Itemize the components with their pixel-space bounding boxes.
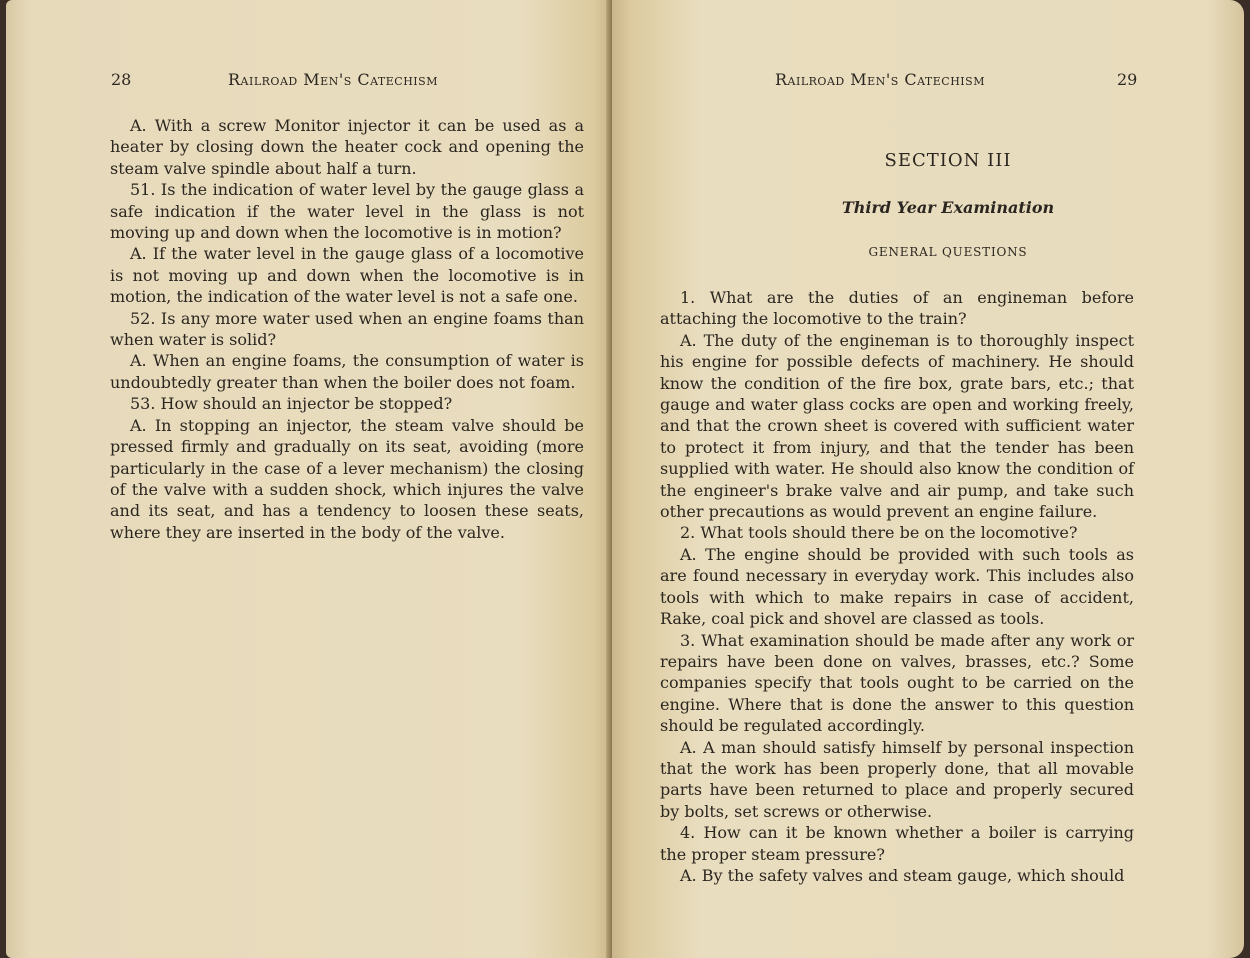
section-heading: GENERAL QUESTIONS (868, 245, 1028, 259)
paragraph: A. If the water level in the gauge glass of a locomotive is not moving up and down when the locomotive is in motion, the indication of the water level is not a safe one. (110, 244, 584, 307)
running-head-right: Railroad Men's Catechism (775, 70, 985, 89)
paragraph: 4. How can it be known whether a boiler is carrying the proper steam pressure? (660, 823, 1134, 864)
left-page-body (110, 115, 584, 543)
paragraph: A. A man should satisfy himself by personal inspection that the work has been properly done, that all movable parts have been returned to place and properly secured by bolts, set screws or otherwise. (660, 737, 1134, 821)
running-head-left: Railroad Men's Catechism (228, 70, 438, 89)
page-number-left: 28 (111, 70, 132, 89)
paragraph: 3. What examination should be made after any work or repairs have been done on valves, brasses, etc.? Some companies specify that tools ought to be carried on the engine. Where that is done the answer to this question should be regulated accordingly. (660, 630, 1134, 736)
paragraph: 52. Is any more water used when an engine foams than when water is solid? (110, 308, 584, 350)
paragraph: 53. How should an injector be stopped? (130, 394, 453, 414)
section-title: SECTION III (884, 150, 1012, 171)
paragraph: A. With a screw Monitor injector it can be used as a heater by closing down the heater cock and opening the steam valve spindle about half a turn. (110, 116, 584, 178)
paragraph: 51. Is the indication of water level by the gauge glass a safe indication if the water level in the glass is not moving up and down when the locomotive is in motion? (110, 180, 584, 243)
paragraph: A. When an engine foams, the consumption of water is undoubtedly greater than when the boiler does not foam. (110, 351, 584, 392)
paragraph: 2. What tools should there be on the locomotive? (680, 523, 1078, 543)
section-subtitle: Third Year Examination (841, 198, 1055, 217)
right-page (612, 0, 1244, 958)
paragraph: A. In stopping an injector, the steam valve should be pressed firmly and gradually on its seat, avoiding (more particularly in the case of a lever mechanism) the closing of the valve with a sudden shock, which injures the valve and its seat, and has a tendency to loosen these seats, where they are inserted in the body of the valve. (110, 415, 584, 542)
left-page (6, 0, 612, 958)
paragraph: 1. What are the duties of an engineman before attaching the locomotive to the train? (660, 288, 1134, 329)
paragraph: A. The duty of the engineman is to thoroughly inspect his engine for possible defects of machinery. He should know the condition of the fire box, grate bars, etc.; that gauge and water glass cocks are open and working freely, and that the crown sheet is covered with sufficient water to protect it from injury, and that the tender has been supplied with water. He should also know the condition of the engineer's brake valve and air pump, and take such other precautions as would prevent an engine failure. (660, 330, 1134, 522)
page-number-right: 29 (1117, 70, 1138, 89)
right-page-body (660, 287, 1134, 886)
paragraph: A. The engine should be provided with such tools as are found necessary in everyday work. This includes also tools with which to make repairs in case of accident, Rake, coal pick and shovel are classed as tools. (660, 544, 1134, 629)
paragraph: A. By the safety valves and steam gauge, which should (680, 865, 1125, 885)
